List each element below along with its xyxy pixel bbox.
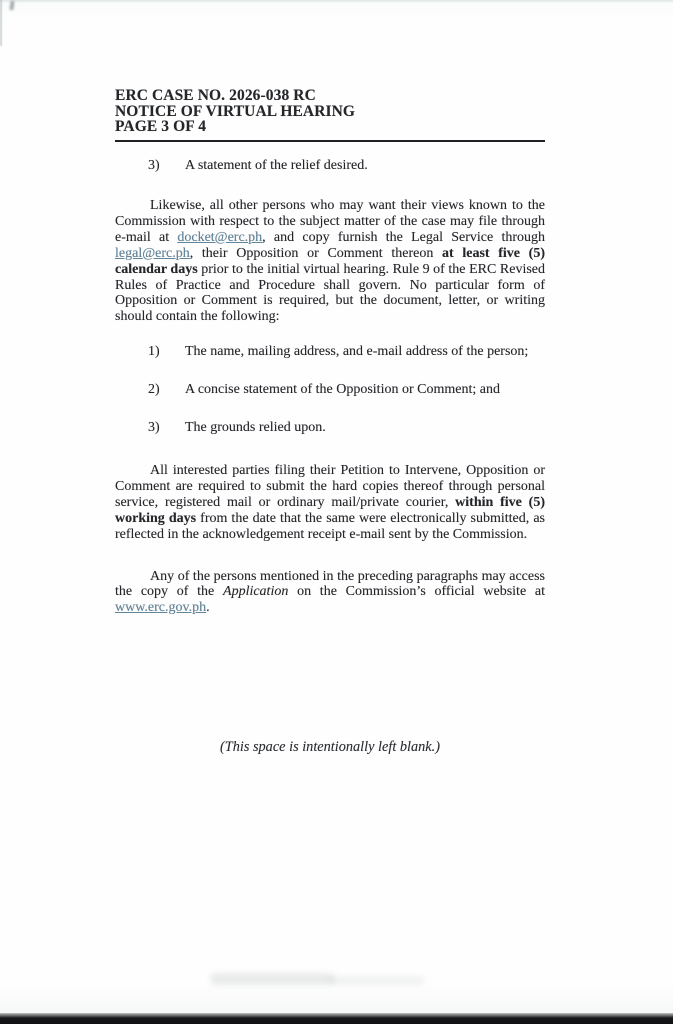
opposition-list-item-3	[115, 420, 545, 436]
text-segment: All interested parties filing their Petition to Intervene, Opposition or Comment are required to submit the hard copies thereof through personal service, registered mail or ordinary mail/private courier,	[115, 462, 545, 510]
list-item-number: 3)	[148, 158, 160, 174]
document-header	[115, 88, 545, 142]
notice-title: NOTICE OF VIRTUAL HEARING	[115, 102, 356, 120]
scan-left-edge	[0, 0, 2, 46]
scan-smudge	[210, 973, 335, 985]
page-indicator: PAGE 3 OF 4	[115, 118, 207, 136]
list-item-text: The name, mailing address, and e-mail address of the person;	[185, 344, 529, 360]
blank-space-note: (This space is intentionally left blank.)	[220, 739, 440, 755]
list-item-number: 1)	[148, 344, 160, 360]
erc-website-link[interactable]: www.erc.gov.ph	[115, 600, 207, 616]
list-item-text: A statement of the relief desired.	[185, 158, 368, 174]
scan-smudge	[330, 976, 425, 985]
list-item-text: A concise statement of the Opposition or Comment; and	[185, 382, 500, 398]
text-segment: from the date that the same were electronically submitted, as reflected in the acknowledgement receipt e-mail sent by the Commission.	[115, 510, 545, 542]
paragraph-hard-copies	[115, 463, 545, 543]
document-body	[115, 88, 545, 616]
text-segment: Likewise, all other persons who may want their views known to the Commission with respect to the subject matter of the case may file through e-mail at	[115, 198, 545, 245]
text-segment: , and copy furnish the Legal Service through	[262, 229, 545, 245]
legal-email-link[interactable]: legal@erc.ph	[115, 245, 190, 261]
text-segment: Any of the persons mentioned in the preceding paragraphs may access the copy of the	[115, 568, 545, 600]
docket-email-link[interactable]: docket@erc.ph	[177, 229, 263, 245]
text-segment: .	[206, 600, 210, 616]
scan-top-edge	[0, 0, 673, 3]
paragraph-website-access	[115, 569, 545, 617]
text-segment: within five (5) working days	[115, 494, 545, 526]
text-segment: Application	[223, 584, 289, 600]
list-item-number: 2)	[148, 382, 160, 398]
case-number: ERC CASE NO. 2026-038 RC	[115, 87, 316, 104]
text-segment: prior to the initial virtual hearing. Rule 9 of the ERC Revised Rules of Practice and Procedure shall govern. No particular form of Opposition or Comment is required, but the document, letter, or writing should contain the following:	[115, 261, 545, 325]
opposition-list-item-1	[115, 344, 545, 360]
list-item-number: 3)	[148, 420, 160, 436]
text-segment: at least five (5) calendar days	[115, 245, 546, 277]
relief-list-item	[115, 158, 545, 174]
scan-edge-artifact	[0, 1013, 673, 1024]
list-item-text: The grounds relied upon.	[185, 420, 326, 436]
text-segment: , their Opposition or Comment thereon	[189, 245, 443, 261]
opposition-list-item-2	[115, 382, 545, 398]
text-segment: on the Commission’s official website at	[288, 584, 545, 600]
paragraph-likewise	[115, 198, 545, 325]
scan-speck	[9, 1, 14, 10]
